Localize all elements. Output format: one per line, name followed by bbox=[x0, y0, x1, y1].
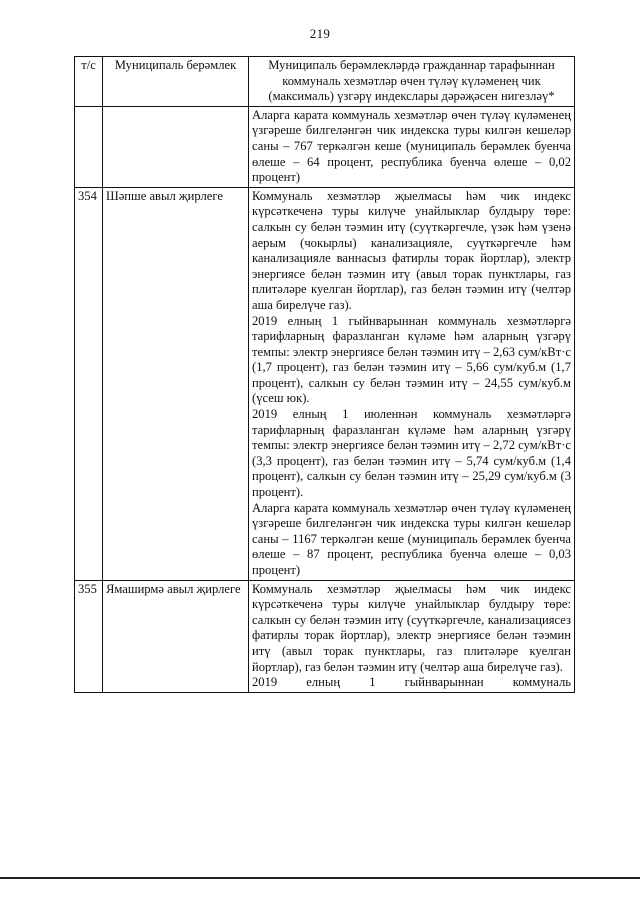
row-paragraph: 2019 елның 1 гыйнварыннан коммуналь хезмәтләргә тарифларның фаразланган күләме һәм аларның үзгәрү темпы: электр энергиясе белән тәэмин итү – 2,63 сум/кВт·с (1,7 процент), газ белән тәэмин итү – 5,66 сум/куб.м (1,7 процент), салкын су белән тәэмин итү – 24,55 сум/куб.м (үсеш юк). bbox=[252, 313, 571, 406]
page-bottom-edge bbox=[0, 877, 640, 879]
table-row-continuation bbox=[75, 106, 575, 187]
row-municipality: Ямаширмә авыл җирлеге bbox=[103, 580, 249, 692]
header-municipality: Муниципаль берәмлек bbox=[103, 57, 249, 107]
row-number: 354 bbox=[75, 187, 103, 580]
continuation-paragraph: Аларга карата коммуналь хезмәтләр өчен түләү күләменең үзгәреше билгеләнгән чик индекска туры килгән кешеләр саны – 767 теркәлгән кеше (муниципаль берәмлек буенча өлеше – 64 процент, республика буенча өлеше – 0,02 процент) bbox=[252, 107, 571, 185]
row-paragraph: 2019 елның 1 июленнән коммуналь хезмәтләргә тарифларның фаразланган күләме һәм аларның үзгәрү темпы: электр энергиясе белән тәэмин итү – 2,72 сум/кВт·с (3,3 процент), газ белән тәэмин итү – 5,74 сум/куб.м (1,4 процент), салкын су белән тәэмин итү – 25,29 сум/куб.м (3 процент). bbox=[252, 407, 571, 500]
row-paragraph: 2019 елның 1 гыйнварыннан коммуналь bbox=[252, 675, 571, 690]
table-row-355 bbox=[75, 580, 575, 692]
municipal-index-table bbox=[74, 56, 575, 693]
row-description bbox=[249, 187, 575, 580]
page-number: 219 bbox=[309, 26, 331, 41]
table-row-354 bbox=[75, 187, 575, 580]
row-paragraph: Коммуналь хезмәтләр җыелмасы һәм чик индекс күрсәткеченә туры килүче унайлыклар булдыру төре: салкын су белән тәэмин итү (суүткәргечле, үзәк һәм үзенә аерым (чокырлы) канализацияле, суүткәргечле һәм канализацияле ваннасыз фатирлы торак йортлар), электр энергиясе белән тәэмин итү (авыл торак пунктлары, газ плитәләре куелган йортлар), газ белән тәэмин итү (челтәр аша бирелүче газ). bbox=[252, 188, 571, 312]
continuation-number-cell bbox=[75, 106, 103, 187]
row-description bbox=[249, 580, 575, 692]
table-header-row bbox=[75, 57, 575, 107]
row-paragraph: Аларга карата коммуналь хезмәтләр өчен түләү күләменең үзгәреше билгеләнгән чик индекска туры килгән кешеләр саны – 1167 теркәлгән кеше (муниципаль берәмлек буенча өлеше – 87 процент, республика буенча өлеше – 0,03 процент) bbox=[252, 500, 571, 577]
header-number: т/с bbox=[75, 57, 103, 107]
row-municipality: Шәпше авыл җирлеге bbox=[103, 187, 249, 580]
row-number: 355 bbox=[75, 580, 103, 692]
header-description: Муниципаль берәмлекләрдә гражданнар тарафыннан коммуналь хезмәтләр өчен түләү күләменең чик (максималь) үзгәрү индекслары дәрәҗәсен нигезләү* bbox=[249, 57, 575, 107]
continuation-municipality-cell bbox=[103, 106, 249, 187]
continuation-description-cell bbox=[249, 106, 575, 187]
row-paragraph: Коммуналь хезмәтләр җыелмасы һәм чик индекс күрсәткеченә туры килүче унайлыклар булдыру төре: салкын су белән тәэмин итү (суүткәргечле, канализациясез фатирлы торак йортлар), электр энергиясе белән тәэмин итү (авыл торак пунктлары, газ плитәләре куелган йортлар), газ белән тәэмин итү (челтәр аша бирелүче газ). bbox=[252, 581, 571, 674]
